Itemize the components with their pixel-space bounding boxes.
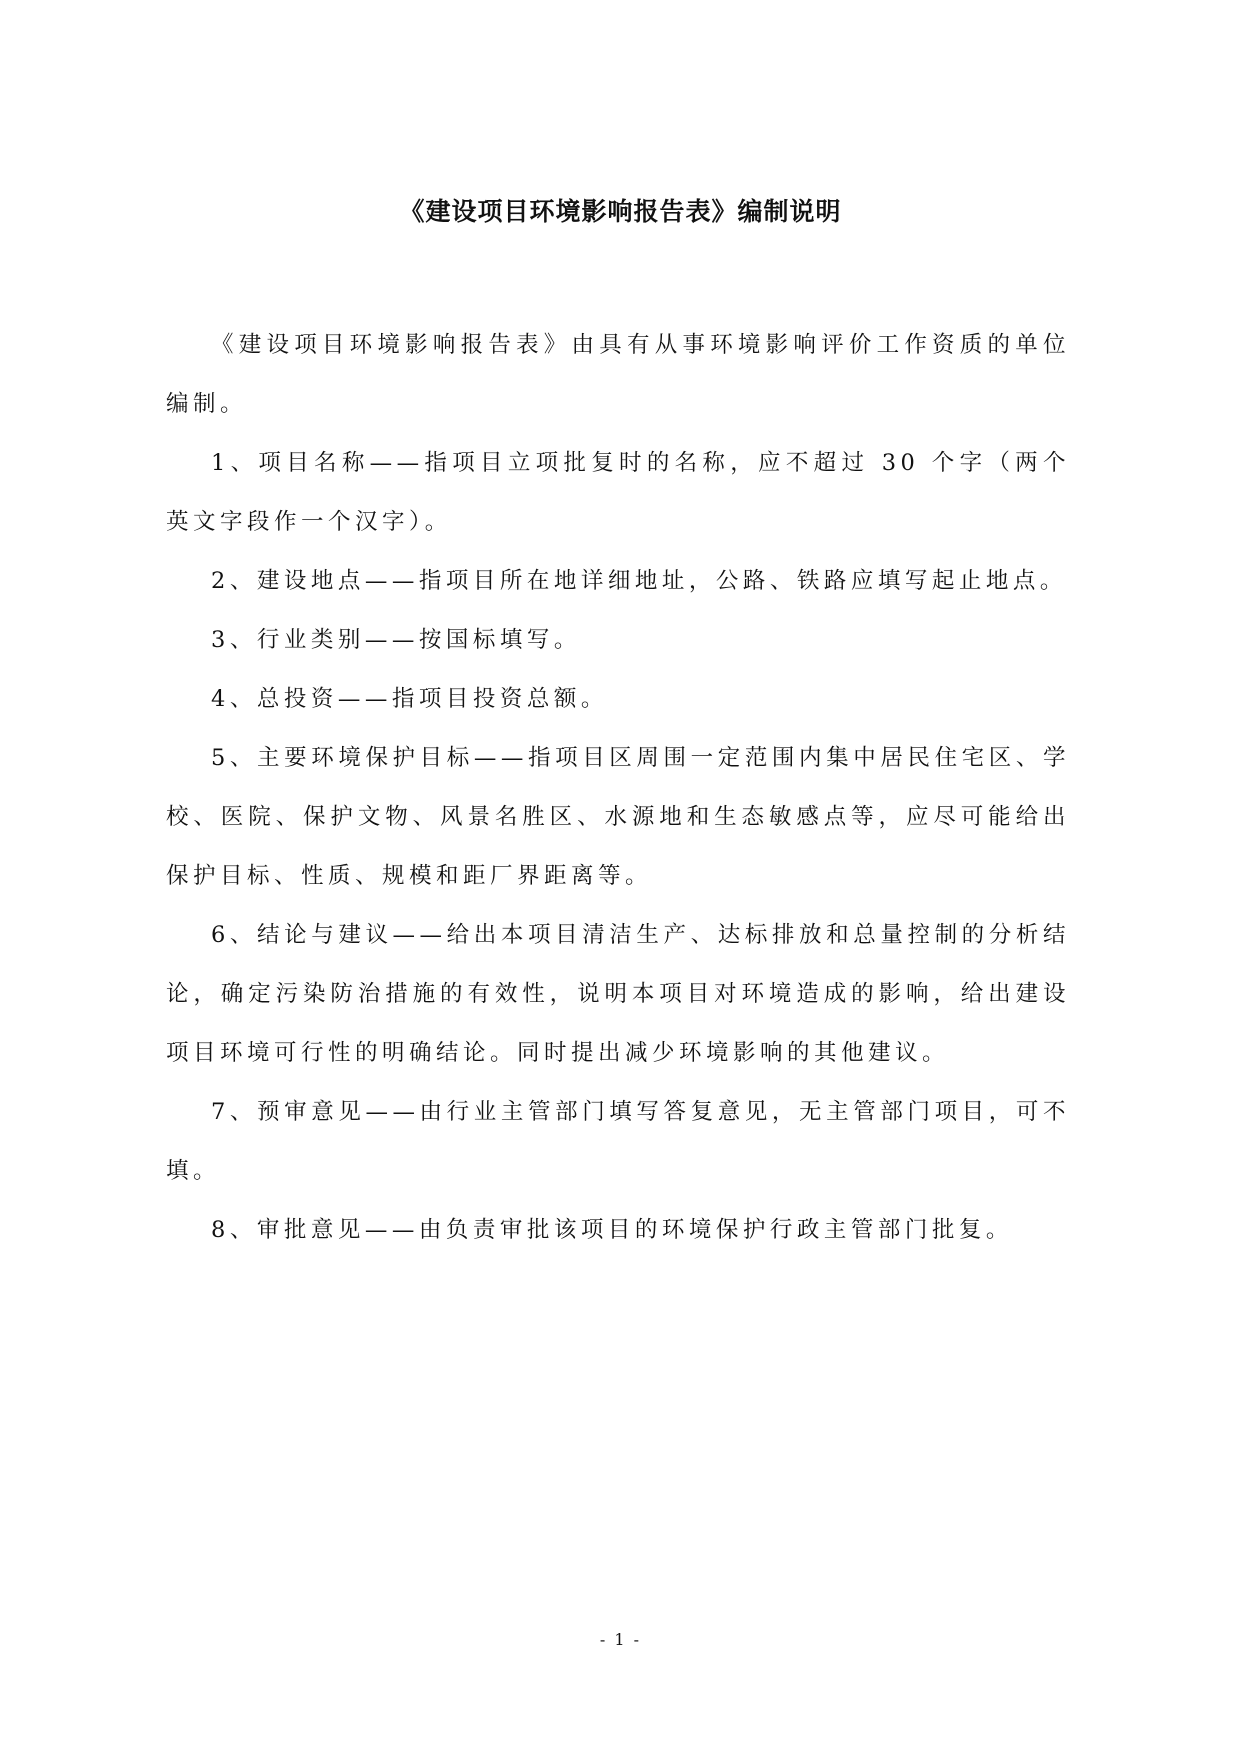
item-protection-targets: 5、主要环境保护目标——指项目区周围一定范围内集中居民住宅区、学校、医院、保护文物、风景名胜区、水源地和生态敏感点等，应尽可能给出保护目标、性质、规模和距厂界距离等。 — [166, 745, 1070, 889]
intro-paragraph: 《建设项目环境影响报告表》由具有从事环境影响评价工作资质的单位编制。 — [166, 332, 1070, 417]
document-title: 《建设项目环境影响报告表》编制说明 — [399, 197, 842, 226]
item-construction-site: 2、建设地点——指项目所在地详细地址，公路、铁路应填写起止地点。 — [211, 568, 1067, 594]
page-number: - 1 - — [599, 1630, 642, 1649]
document-body — [166, 316, 1070, 1260]
item-conclusion: 6、结论与建议——给出本项目清洁生产、达标排放和总量控制的分析结论，确定污染防治措施的有效性，说明本项目对环境造成的影响，给出建设项目环境可行性的明确结论。同时提出减少环境影响的其他建议。 — [166, 922, 1070, 1066]
item-industry-category: 3、行业类别——按国标填写。 — [211, 627, 581, 653]
item-approval-opinion: 8、审批意见——由负责审批该项目的环境保护行政主管部门批复。 — [211, 1217, 1013, 1243]
item-project-name: 1、项目名称——指项目立项批复时的名称，应不超过 30 个字（两个英文字段作一个汉字）。 — [166, 450, 1070, 535]
item-total-investment: 4、总投资——指项目投资总额。 — [211, 686, 608, 712]
item-preliminary-review: 7、预审意见——由行业主管部门填写答复意见，无主管部门项目，可不填。 — [166, 1099, 1070, 1184]
